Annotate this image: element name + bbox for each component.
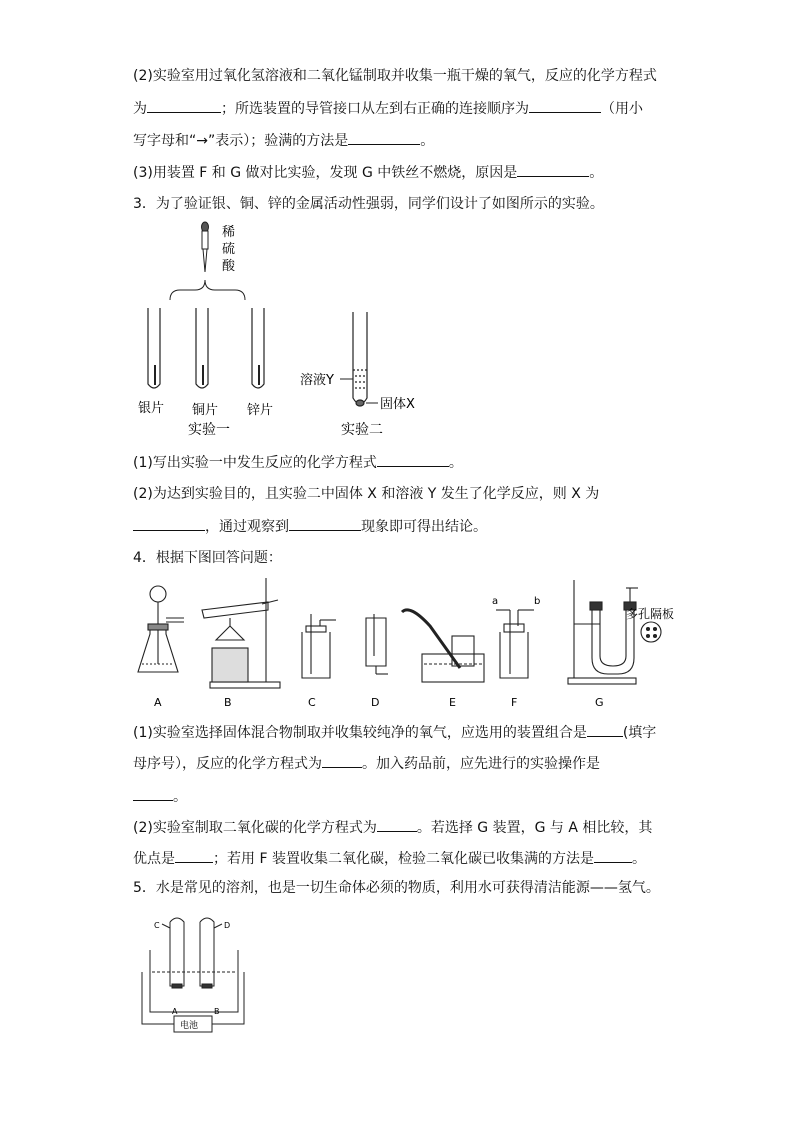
- pole-b-label: B: [214, 1007, 220, 1016]
- brace: [170, 280, 245, 300]
- q4-part2-line1: (2)实验室制取二氧化碳的化学方程式为 。若选择 G 装置，G 与 A 相比较，其: [133, 817, 652, 838]
- dropper-icon: [202, 222, 209, 272]
- label-c: C: [308, 696, 316, 709]
- acid-label-2: 硫: [222, 242, 236, 257]
- apparatus-d: [366, 614, 388, 674]
- label-b: B: [224, 696, 232, 709]
- answer-blank[interactable]: [348, 130, 420, 145]
- answer-blank[interactable]: [175, 848, 213, 863]
- f-port-b-label: b: [534, 596, 541, 607]
- apparatus-g: [568, 580, 661, 684]
- label-d: D: [371, 696, 380, 709]
- label-g: G: [595, 696, 604, 709]
- answer-blank[interactable]: [147, 98, 221, 113]
- apparatus-b: [202, 578, 280, 688]
- q5-electrolysis-figure: [138, 912, 248, 1044]
- q3-part1: (1)写出实验一中发生反应的化学方程式 。: [133, 452, 463, 473]
- acid-label-1: 稀: [222, 225, 236, 240]
- experiment-2-label: 实验二: [341, 422, 383, 438]
- copper-label: 铜片: [192, 403, 219, 418]
- answer-blank[interactable]: [377, 452, 449, 467]
- test-tube-exp2: [353, 312, 367, 406]
- porous-plate-label: 多孔隔板: [626, 607, 675, 621]
- solution-y-label: 溶液Y: [300, 373, 334, 388]
- label-e: E: [449, 696, 456, 709]
- q2-part2-line2: 为 ；所选装置的导管接口从左到右正确的连接顺序为 （用小: [133, 98, 643, 119]
- q2-part3: (3)用装置 F 和 G 做对比实验，发现 G 中铁丝不燃烧，原因是 。: [133, 162, 603, 183]
- q4-part1-line1: (1)实验室选择固体混合物制取并收集较纯净的氧气，应选用的装置组合是 (填字: [133, 722, 656, 743]
- answer-blank[interactable]: [322, 753, 362, 768]
- label-f: F: [511, 696, 518, 709]
- tube-c-label: C: [154, 921, 160, 930]
- silver-label: 银片: [138, 401, 165, 416]
- q3-figure: [130, 220, 430, 442]
- q2-part2-line3: 写字母和“→”表示）；验满的方法是 。: [133, 130, 434, 151]
- tube-d: [200, 918, 214, 986]
- tube-c: [170, 918, 184, 986]
- answer-blank[interactable]: [133, 786, 173, 801]
- water-trough: [150, 950, 238, 1012]
- solid-x-label: 固体X: [380, 397, 415, 412]
- answer-blank[interactable]: [587, 722, 623, 737]
- pole-a-label: A: [172, 1007, 178, 1016]
- q2-part2-line1: (2)实验室用过氧化氢溶液和二氧化锰制取并收集一瓶干燥的氧气，反应的化学方程式: [133, 68, 657, 84]
- label-a: A: [154, 696, 162, 709]
- q4-part1-line2: 母序号），反应的化学方程式为 。加入药品前，应先进行的实验操作是: [133, 753, 600, 774]
- q4-part2-line2: 优点是 ；若用 F 装置收集二氧化碳，检验二氧化碳已收集满的方法是 。: [133, 848, 646, 869]
- acid-label-3: 酸: [222, 259, 236, 274]
- zinc-label: 锌片: [247, 403, 274, 418]
- q4-figure: [130, 574, 690, 714]
- answer-blank[interactable]: [377, 817, 417, 832]
- apparatus-a: [138, 586, 184, 672]
- q5-title: 5．水是常见的溶剂，也是一切生命体必须的物质，利用水可获得清洁能源——氢气。: [133, 880, 660, 896]
- apparatus-e: [402, 610, 484, 682]
- tube-d-label: D: [224, 921, 231, 930]
- battery-label: 电池: [180, 1021, 199, 1031]
- answer-blank[interactable]: [289, 516, 361, 531]
- q3-title: 3．为了验证银、铜、锌的金属活动性强弱，同学们设计了如图所示的实验。: [133, 196, 604, 212]
- q3-part2-line1: (2)为达到实验目的，且实验二中固体 X 和溶液 Y 发生了化学反应，则 X 为: [133, 486, 600, 502]
- answer-blank[interactable]: [133, 516, 205, 531]
- q4-title: 4．根据下图回答问题：: [133, 550, 282, 566]
- q4-part1-line3: 。: [133, 786, 187, 807]
- answer-blank[interactable]: [594, 848, 632, 863]
- f-port-a-label: a: [492, 596, 499, 607]
- answer-blank[interactable]: [517, 162, 589, 177]
- answer-blank[interactable]: [529, 98, 601, 113]
- apparatus-f: [496, 610, 534, 678]
- apparatus-c: [302, 614, 336, 678]
- experiment-1-label: 实验一: [188, 422, 230, 438]
- q3-part2-line2: ，通过观察到 现象即可得出结论。: [133, 516, 487, 537]
